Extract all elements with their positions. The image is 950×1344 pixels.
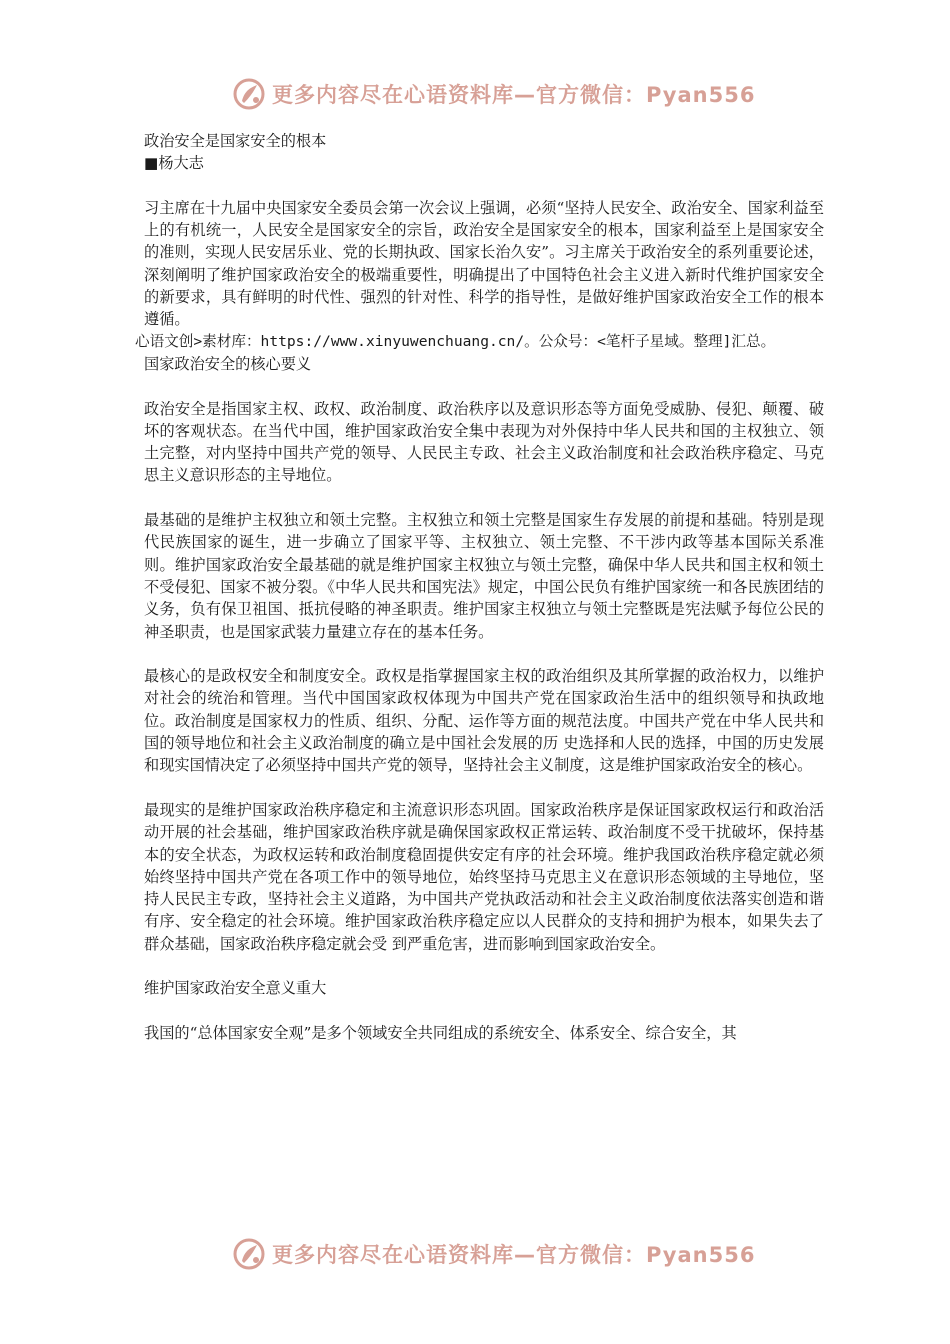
logo-icon <box>232 77 266 111</box>
article-body <box>135 130 824 1044</box>
article-title: 政治安全是国家安全的根本 <box>144 132 327 150</box>
paragraph-regime: 最核心的是政权安全和制度安全。政权是指掌握国家主权的政治组织及其所掌握的政治权力，以维护对社会的统治和管理。当代中国国家政权体现为中国共产党在国家政治生活中的组织领导和执政地位。政治制度是国家权力的性质、组织、分配、运作等方面的规范法度。中国共产党在中华人民共和国的领导地位和社会主义政治制度的确立是中国社会发展的历 史选择和人民的选择，中国的历史发展和现实国情决定了必须坚持中国共产党的领导，坚持社会主义制度，这是维护国家政治安全的核心。 <box>144 667 824 775</box>
paragraph-order: 最现实的是维护国家政治秩序稳定和主流意识形态巩固。国家政治秩序是保证国家政权运行和政治活动开展的社会基础，维护国家政治秩序就是确保国家政权正常运转、政治制度不受干扰破坏，保持基本的安全状态，为政权运转和政治制度稳固提供安定有序的社会环境。维护我国政治秩序稳定就必须始终坚持中国共产党在各项工作中的领导地位，始终坚持马克思主义在意识形态领域的主导地位，坚持人民民主专政，坚持社会主义道路，为中国共产党执政活动和社会主义政治制度依法落实创造和谐有序、安全稳定的社会环境。维护国家政治秩序稳定应以人民群众的支持和拥护为根本，如果失去了群众基础，国家政治秩序稳定就会受 到严重危害，进而影响到国家政治安全。 <box>144 800 824 953</box>
paragraph-security-concept: 我国的“总体国家安全观”是多个领域安全共同组成的系统安全、体系安全、综合安全，其 <box>144 1023 737 1042</box>
footer-watermark-banner <box>232 1236 755 1272</box>
section-heading-core: 国家政治安全的核心要义 <box>144 354 312 373</box>
article-author: ■杨大志 <box>144 154 204 173</box>
section-heading-significance: 维护国家政治安全意义重大 <box>144 979 327 998</box>
intro-paragraph: 习主席在十九届中央国家安全委员会第一次会议上强调，必须“坚持人民安全、政治安全、国家利益至上的有机统一，人民安全是国家安全的宗旨，政治安全是国家安全的根本，国家利益至上是国家安全的准则，实现人民安居乐业、党的长期执政、国家长治久安”。习主席关于政治安全的系列重要论述，深刻阐明了维护国家政治安全的极端重要性，明确提出了中国特色社会主义进入新时代维护国家安全的新要求，具有鲜明的时代性、强烈的针对性、科学的指导性，是做好维护国家政治安全工作的根本遵循。 <box>144 198 824 329</box>
banner-text: 更多内容尽在心语资料库—官方微信：Pyan556 <box>272 83 756 107</box>
header-watermark-banner <box>232 76 755 112</box>
source-note: 心语文创>素材库：https://www.xinyuwenchuang.cn/。公众号：<笔杆子星域。整理]汇总。 <box>135 332 776 350</box>
paragraph-definition: 政治安全是指国家主权、政权、政治制度、政治秩序以及意识形态等方面免受威胁、侵犯、颠覆、破坏的客观状态。在当代中国，维护国家政治安全集中表现为对外保持中华人民共和国的主权独立、领土完整，对内坚持中国共产党的领导、人民民主专政、社会主义政治制度和社会政治秩序稳定、马克思主义意识形态的主导地位。 <box>144 399 824 485</box>
logo-icon <box>232 1237 266 1271</box>
banner-text: 更多内容尽在心语资料库—官方微信：Pyan556 <box>272 1243 756 1267</box>
paragraph-sovereignty: 最基础的是维护主权独立和领土完整。主权独立和领土完整是国家生存发展的前提和基础。特别是现代民族国家的诞生，进一步确立了国家平等、主权独立、领土完整、不干涉内政等基本国际关系准则。维护国家政治安全最基础的就是维护国家主权独立与领土完整，确保中华人民共和国主权和领土不受侵犯、国家不被分裂。《中华人民共和国宪法》规定，中国公民负有维护国家统一和各民族团结的义务，负有保卫祖国、抵抗侵略的神圣职责。维护国家主权独立与领土完整既是宪法赋予每位公民的神圣职责，也是国家武装力量建立存在的基本任务。 <box>144 511 824 641</box>
